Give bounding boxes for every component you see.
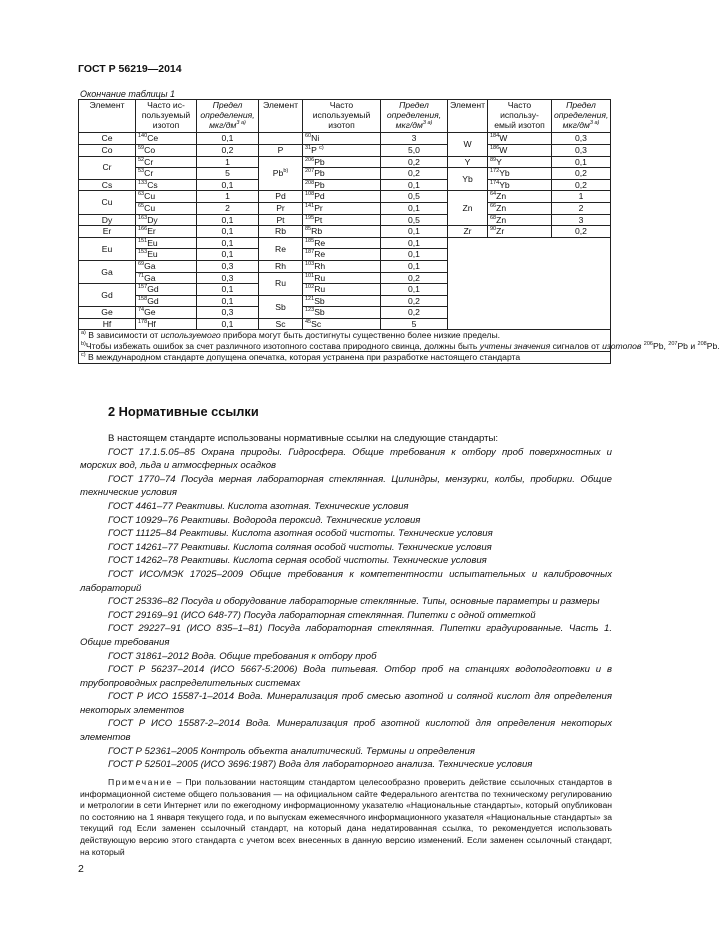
isotope-cell: $^{74}$Ge xyxy=(136,307,197,319)
col-header-element-3: Элемент xyxy=(448,100,488,133)
isotope-cell: $^{60}$Ni xyxy=(303,133,381,145)
limit-cell: 1 xyxy=(197,191,259,203)
element-cell: Eu xyxy=(79,237,136,260)
element-cell: W xyxy=(448,133,488,156)
reference-item: ГОСТ 25336–82 Посуда и оборудование лабораторные стеклянные. Типы, основные параметры и размеры xyxy=(108,596,600,608)
isotope-cell: $^{103}$Rh xyxy=(303,260,381,272)
isotope-cell: $^{69}$Ga xyxy=(136,260,197,272)
element-cell: Ce xyxy=(79,133,136,145)
table-row xyxy=(79,168,611,180)
col-header-isotope-1: Часто ис-пользуемый изотоп xyxy=(136,100,197,133)
limit-cell: 0,2 xyxy=(381,156,448,168)
reference-item: ГОСТ Р ИСО 15587-1–2014 Вода. Минерализация проб смесью азотной и соляной кислот для определения некоторых элементов xyxy=(80,691,612,716)
isotope-cell: $^{64}$Zn xyxy=(488,191,552,203)
isotope-cell: $^{108}$Pd xyxy=(303,191,381,203)
limit-cell: 0,2 xyxy=(552,168,611,180)
isotope-cell: $^{121}$Sb xyxy=(303,295,381,307)
limit-cell: 0,2 xyxy=(552,179,611,191)
reference-item: ГОСТ 17.1.5.05–85 Охрана природы. Гидросфера. Общие требования к отбору проб поверхностных и морских вод, льда и атмосферных осадков xyxy=(80,446,612,472)
isotope-cell: $^{151}$Eu xyxy=(136,237,197,249)
element-cell: Pt xyxy=(259,214,303,226)
element-cell: Cs xyxy=(79,179,136,191)
limit-cell: 0,2 xyxy=(197,144,259,156)
isotope-cell: $^{153}$Eu xyxy=(136,249,197,261)
limit-cell: 3 xyxy=(552,214,611,226)
reference-item: ГОСТ Р 56237–2014 (ИСО 5667-5:2006) Вода питьевая. Отбор проб на станциях водоподготовки и в трубопроводных распределительных системах xyxy=(80,664,612,689)
elements-table xyxy=(78,99,720,364)
isotope-cell: $^{71}$Ga xyxy=(136,272,197,284)
table-header-row xyxy=(79,100,611,133)
element-cell: Sc xyxy=(259,318,303,330)
isotope-cell: $^{195}$Pt xyxy=(303,214,381,226)
limit-cell: 0,3 xyxy=(552,144,611,156)
element-cell: Dy xyxy=(79,214,136,226)
table-row xyxy=(79,237,611,249)
table-row xyxy=(79,133,611,145)
element-cell: Zn xyxy=(448,191,488,226)
element-cell: Cr xyxy=(79,156,136,179)
limit-cell: 0,1 xyxy=(197,249,259,261)
reference-item: ГОСТ 14261–77 Реактивы. Кислота соляная особой чистоты. Технические условия xyxy=(108,541,492,553)
table-row xyxy=(79,202,611,214)
isotope-cell: $^{52}$Cr xyxy=(136,156,197,168)
footnote-b: $^{b)}$Чтобы избежать ошибок за счет различного изотопного состава природного свинца, должны быть учтены значения сигналов от изотопов $^{206}$Pb, $^{207}$Pb и $^{208}$Pb. xyxy=(81,340,720,351)
reference-item: ГОСТ Р ИСО 15587-2–2014 Вода. Минерализация проб азотной кислотой для определения некоторых элементов xyxy=(80,718,612,744)
reference-item: ГОСТ Р 52501–2005 (ИСО 3696:1987) Вода для лабораторного анализа. Технические условия xyxy=(108,759,533,771)
limit-cell: 0,3 xyxy=(197,272,259,284)
footnote-c: $^{c)}$ В международном стандарте допущена опечатка, которая устранена при разработке настоящего стандарта xyxy=(79,352,611,364)
limit-cell: 0,1 xyxy=(381,237,448,249)
isotope-cell: $^{31}$P $^{c)}$ xyxy=(303,144,381,156)
isotope-cell: $^{59}$Co xyxy=(136,144,197,156)
table-row xyxy=(79,191,611,203)
isotope-cell: $^{158}$Gd xyxy=(136,295,197,307)
table-row xyxy=(79,226,611,238)
col-header-isotope-3: Часто использу-емый изотоп xyxy=(488,100,552,133)
isotope-cell: $^{184}$W xyxy=(488,133,552,145)
element-cell: Co xyxy=(79,144,136,156)
element-cell: Ru xyxy=(259,272,303,295)
element-cell: Sb xyxy=(259,295,303,318)
footnote-a: $^{а)}$ В зависимости от используемого прибора могут быть достигнуты существенно более низкие пределы. xyxy=(81,330,501,341)
limit-cell: 3 xyxy=(381,133,448,145)
limit-cell: 5,0 xyxy=(381,144,448,156)
reference-item: ГОСТ 29227–91 (ИСО 835–1–81) Посуда лабораторная стеклянная. Пипетки градуированные. Часть 1. Общие требования xyxy=(80,623,612,648)
isotope-cell: $^{207}$Pb xyxy=(303,168,381,180)
element-cell: Rh xyxy=(259,260,303,272)
element-cell: Pb$^{b)}$ xyxy=(259,156,303,191)
reference-item: ГОСТ Р 52361–2005 Контроль объекта аналитический. Термины и определения xyxy=(108,745,475,757)
col-header-limit-1: Предел определения, мкг/$дм^{3 а)}$ xyxy=(197,100,259,133)
element-cell: Y xyxy=(448,156,488,168)
reference-item: ГОСТ ИСО/МЭК 17025–2009 Общие требования к компетентности испытательных и калибровочных лабораторий xyxy=(80,568,612,594)
isotope-cell: $^{101}$Ru xyxy=(303,272,381,284)
limit-cell: 0,1 xyxy=(197,133,259,145)
isotope-cell: $^{163}$Dy xyxy=(136,214,197,226)
footnotes-cell xyxy=(79,330,720,352)
table-row xyxy=(79,214,611,226)
page-number: 2 xyxy=(78,863,84,875)
standard-designation: ГОСТ Р 56219—2014 xyxy=(78,63,182,75)
limit-cell: 0,2 xyxy=(381,272,448,284)
table-footnote-c-row xyxy=(79,352,611,364)
table-row xyxy=(79,144,611,156)
isotope-cell: $^{53}$Cr xyxy=(136,168,197,180)
isotope-cell: $^{66}$Zn xyxy=(488,202,552,214)
limit-cell: 0,1 xyxy=(381,284,448,296)
limit-cell: 0,1 xyxy=(381,249,448,261)
col-header-limit-2: Предел определения, мкг/$дм^{3 а)}$ xyxy=(381,100,448,133)
limit-cell: 0,3 xyxy=(197,260,259,272)
limit-cell: 0,1 xyxy=(197,179,259,191)
limit-cell: 0,1 xyxy=(381,179,448,191)
isotope-cell: $^{85}$Rb xyxy=(303,226,381,238)
limit-cell: 5 xyxy=(381,318,448,330)
reference-item: ГОСТ 31861–2012 Вода. Общие требования к отбору проб xyxy=(108,650,377,662)
table-footnotes-row xyxy=(79,330,611,352)
limit-cell: 0,1 xyxy=(197,295,259,307)
isotope-cell: $^{166}$Er xyxy=(136,226,197,238)
isotope-cell: $^{123}$Sb xyxy=(303,307,381,319)
reference-item: ГОСТ 10929–76 Реактивы. Водорода пероксид. Технические условия xyxy=(108,514,421,526)
limit-cell: 0,1 xyxy=(197,318,259,330)
table-row xyxy=(79,156,611,168)
section-intro: В настоящем стандарте использованы нормативные ссылки на следующие стандарты: xyxy=(108,433,499,444)
element-cell: Ga xyxy=(79,260,136,283)
note-label: Примечание xyxy=(108,777,173,787)
limit-cell: 0,2 xyxy=(552,226,611,238)
isotope-cell: $^{63}$Cu xyxy=(136,191,197,203)
isotope-cell: $^{178}$Hf xyxy=(136,318,197,330)
isotope-cell: $^{90}$Zr xyxy=(488,226,552,238)
element-cell: Pd xyxy=(259,191,303,203)
reference-item: ГОСТ 1770–74 Посуда мерная лабораторная стеклянная. Цилиндры, мензурки, колбы, пробирки. Общие технические условия xyxy=(80,473,612,499)
limit-cell: 0,3 xyxy=(197,307,259,319)
section-body xyxy=(80,432,612,772)
reference-item: ГОСТ 4461–77 Реактивы. Кислота азотная. Технические условия xyxy=(108,500,409,512)
element-cell: Rb xyxy=(259,226,303,238)
table-row xyxy=(79,179,611,191)
isotope-cell: $^{45}$Sc xyxy=(303,318,381,330)
element-cell: Ge xyxy=(79,307,136,319)
col-header-limit-3: Предел определения, мкг/$дм^{3 а)}$ xyxy=(552,100,611,133)
isotope-cell: $^{89}$Y xyxy=(488,156,552,168)
note-text: При пользовании настоящим стандартом целесообразно проверить действие ссылочных стандартов в информационной системе общего пользования — на официальном сайте Федерального агентства по техническому регулированию и метрологии в сети Интернет или по ежегодному информационному указателю «Национальные стандарты», который опубликован по состоянию на 1 января текущего года, и по выпускам ежемесячного информационного указателя «Национальные стандарты» за текущий год Если заменен ссылочный стандарт, на который дана недатированная ссылка, то рекомендуется использовать действующую версию этого стандарта с учетом всех внесенных в данную версию изменений. Если заменен ссылочный стандарт, на который xyxy=(80,777,613,857)
element-cell: Re xyxy=(259,237,303,260)
limit-cell: 2 xyxy=(197,202,259,214)
isotope-cell: $^{208}$Pb xyxy=(303,179,381,191)
element-cell: Pr xyxy=(259,202,303,214)
isotope-cell: $^{141}$Pr xyxy=(303,202,381,214)
isotope-cell: $^{187}$Re xyxy=(303,249,381,261)
element-cell: Gd xyxy=(79,284,136,307)
element-cell: P xyxy=(259,144,303,156)
limit-cell: 0,1 xyxy=(552,156,611,168)
isotope-cell: $^{68}$Zn xyxy=(488,214,552,226)
isotope-cell: $^{133}$Cs xyxy=(136,179,197,191)
isotope-cell: $^{174}$Yb xyxy=(488,179,552,191)
limit-cell: 0,2 xyxy=(381,295,448,307)
element-cell: Yb xyxy=(448,168,488,191)
limit-cell: 0,1 xyxy=(197,214,259,226)
limit-cell: 0,5 xyxy=(381,191,448,203)
col-header-isotope-2: Часто используемый изотоп xyxy=(303,100,381,133)
limit-cell: 0,2 xyxy=(381,168,448,180)
reference-item: ГОСТ 11125–84 Реактивы. Кислота азотная особой чистоты. Технические условия xyxy=(108,528,493,540)
element-cell: Hf xyxy=(79,318,136,330)
col-header-element-2: Элемент xyxy=(259,100,303,133)
isotope-cell: $^{102}$Ru xyxy=(303,284,381,296)
limit-cell: 0,1 xyxy=(381,226,448,238)
limit-cell: 1 xyxy=(197,156,259,168)
isotope-cell: $^{185}$Re xyxy=(303,237,381,249)
isotope-cell: $^{172}$Yb xyxy=(488,168,552,180)
element-cell: Er xyxy=(79,226,136,238)
limit-cell: 0,3 xyxy=(552,133,611,145)
isotope-cell: $^{157}$Gd xyxy=(136,284,197,296)
limit-cell: 0,2 xyxy=(381,307,448,319)
limit-cell: 1 xyxy=(552,191,611,203)
section-title: 2 Нормативные ссылки xyxy=(108,404,259,419)
element-cell: Cu xyxy=(79,191,136,214)
limit-cell: 0,1 xyxy=(197,237,259,249)
limit-cell: 0,1 xyxy=(197,226,259,238)
limit-cell: 0,5 xyxy=(381,214,448,226)
isotope-cell: $^{186}$W xyxy=(488,144,552,156)
limit-cell: 2 xyxy=(552,202,611,214)
isotope-cell: $^{65}$Cu xyxy=(136,202,197,214)
limit-cell: 0,1 xyxy=(381,202,448,214)
reference-item: ГОСТ 14262–78 Реактивы. Кислота серная особой чистоты. Технические условия xyxy=(108,555,487,567)
note-paragraph xyxy=(80,777,612,858)
reference-item: ГОСТ 29169–91 (ИСО 648-77) Посуда лабораторная стеклянная. Пипетки с одной отметкой xyxy=(108,609,536,621)
limit-cell: 5 xyxy=(197,168,259,180)
limit-cell: 0,1 xyxy=(197,284,259,296)
note-dash: – xyxy=(172,777,186,787)
element-cell: Zr xyxy=(448,226,488,238)
col-header-element-1: Элемент xyxy=(79,100,136,133)
limit-cell: 0,1 xyxy=(381,260,448,272)
isotope-cell: $^{206}$Pb xyxy=(303,156,381,168)
table-caption: Окончание таблицы 1 xyxy=(80,89,175,99)
element-cell xyxy=(259,133,303,145)
isotope-cell: $^{140}$Ce xyxy=(136,133,197,145)
empty-area xyxy=(448,237,611,330)
